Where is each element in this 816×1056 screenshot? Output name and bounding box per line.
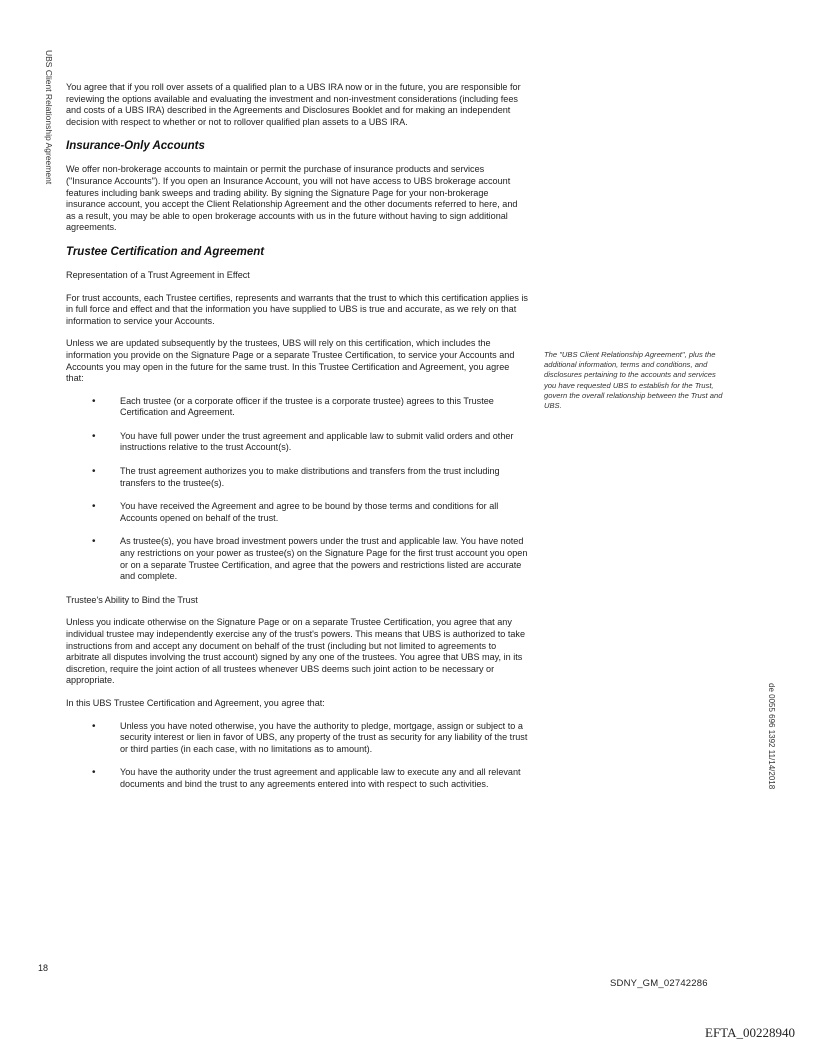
trustee-paragraph-1: For trust accounts, each Trustee certifies, represents and warrants that the trust to which this certification applies is in full force and effect and that the information you have supplied to UBS is true and accurate, as we rely on that information to service your Accounts. — [66, 292, 528, 326]
list-item: • You have the authority under the trust agreement and applicable law to execute any and all relevant documents and bind the trust to any agreements entered into with respect to such activities. — [92, 767, 521, 789]
trustee-paragraph-2: Unless we are updated subsequently by the trustees, UBS will rely on this certification, which includes the information you provide on the Signature Page or a separate Trustee Certification, to service your Accounts and Accounts you may open in the future for the same trust. In this Trustee Certification and Agreement, you agree that: — [66, 338, 515, 384]
bullet-icon: • — [92, 501, 96, 513]
bullet-icon: • — [92, 466, 96, 478]
bullet-icon: • — [92, 430, 96, 442]
main-column — [66, 82, 528, 803]
efta-number: EFTA_00228940 — [705, 1025, 795, 1040]
bullet-icon: • — [92, 536, 96, 548]
list-item: • Unless you have noted otherwise, you have the authority to pledge, mortgage, assign or subject to a security interest or lien in favor of UBS, any property of the trust as security for any liability of the trust or third parties (in each case, with no limitations as to amount). — [92, 720, 528, 754]
insurance-heading: Insurance-Only Accounts — [66, 140, 205, 153]
bullet-icon: • — [92, 720, 96, 732]
rollover-paragraph: You agree that if you roll over assets of a qualified plan to a UBS IRA now or in the future, you are responsible for reviewing the options available and evaluating the investment and non-investment considerations (including fees and costs of a UBS IRA) described in the Agreements and Disclosures Booklet and for making an independent decision with respect to whether or not to rollover qualified plan assets to a UBS IRA. — [66, 82, 521, 127]
list-item: • Each trustee (or a corporate officer if the trustee is a corporate trustee) agrees to this Trustee Certification and Agreement. — [92, 395, 494, 418]
trust-agreement-subheading: Representation of a Trust Agreement in Effect — [66, 269, 250, 280]
trustee-paragraph-3: Unless you indicate otherwise on the Signature Page or on a separate Trustee Certification, you agree that any individual trustee may independently exercise any of the trust's powers. This means that UBS is authorized to take instructions from and accept any document on behalf of the trust (including but not limited to agreements to arbitrate all disputes involving the trust account) signed by any one of the trustees. You agree that UBS may, in its discretion, require the joint action of all trustees whenever UBS deems such joint action to be necessary or appropriate. — [66, 617, 526, 686]
bullet-icon: • — [92, 767, 96, 779]
list-item: • As trustee(s), you have broad investment powers under the trust and applicable law. You have noted any restrictions on your power as trustee(s) on the Signature Page for the first trust account you open or on a separate Trustee Certification, and agree that the powers and restrictions listed are accurate and complete. — [92, 536, 528, 582]
bullet-icon: • — [92, 395, 96, 407]
sidenote: The "UBS Client Relationship Agreement", plus the additional information, terms and conditions, and disclosures pertaining to the accounts and services you have requested UBS to establish for the Trust, govern the overall relationship between the Trust and UBS. — [544, 350, 723, 411]
list-item: • You have full power under the trust agreement and applicable law to submit valid orders and other instructions relative to the trust Account(s). — [92, 430, 514, 453]
page-number: 18 — [38, 963, 49, 973]
trustee-bullet-list-1 — [66, 396, 528, 583]
running-header-side: UBS Client Relationship Agreement — [44, 50, 54, 185]
list-item: • The trust agreement authorizes you to make distributions and transfers from the trust including transfers to the trustee(s). — [92, 466, 500, 488]
trustee-paragraph-4: In this UBS Trustee Certification and Agreement, you agree that: — [66, 697, 325, 708]
insurance-paragraph: We offer non-brokerage accounts to maintain or permit the purchase of insurance products and services ("Insurance Accounts"). If you open an Insurance Account, you will not have access to UBS brokerage account features including bank sweeps and trading ability. By signing the Signature Page for your non-brokerage insurance account, you accept the Client Relationship Agreement and the other documents referred to here, and as a result, you may be able to open brokerage accounts with us in the future without having to sign additional agreements. — [66, 164, 518, 233]
list-item: • You have received the Agreement and agree to be bound by those terms and conditions for all Accounts opened on behalf of the trust. — [92, 501, 499, 523]
trustee-bullet-list-2 — [66, 721, 528, 791]
bind-trust-subheading: Trustee's Ability to Bind the Trust — [66, 594, 198, 605]
trustee-heading: Trustee Certification and Agreement — [66, 245, 265, 258]
bates-number: SDNY_GM_02742286 — [610, 978, 708, 989]
document-id-side: de 0055 696 1392 11/14/2018 — [767, 683, 776, 790]
